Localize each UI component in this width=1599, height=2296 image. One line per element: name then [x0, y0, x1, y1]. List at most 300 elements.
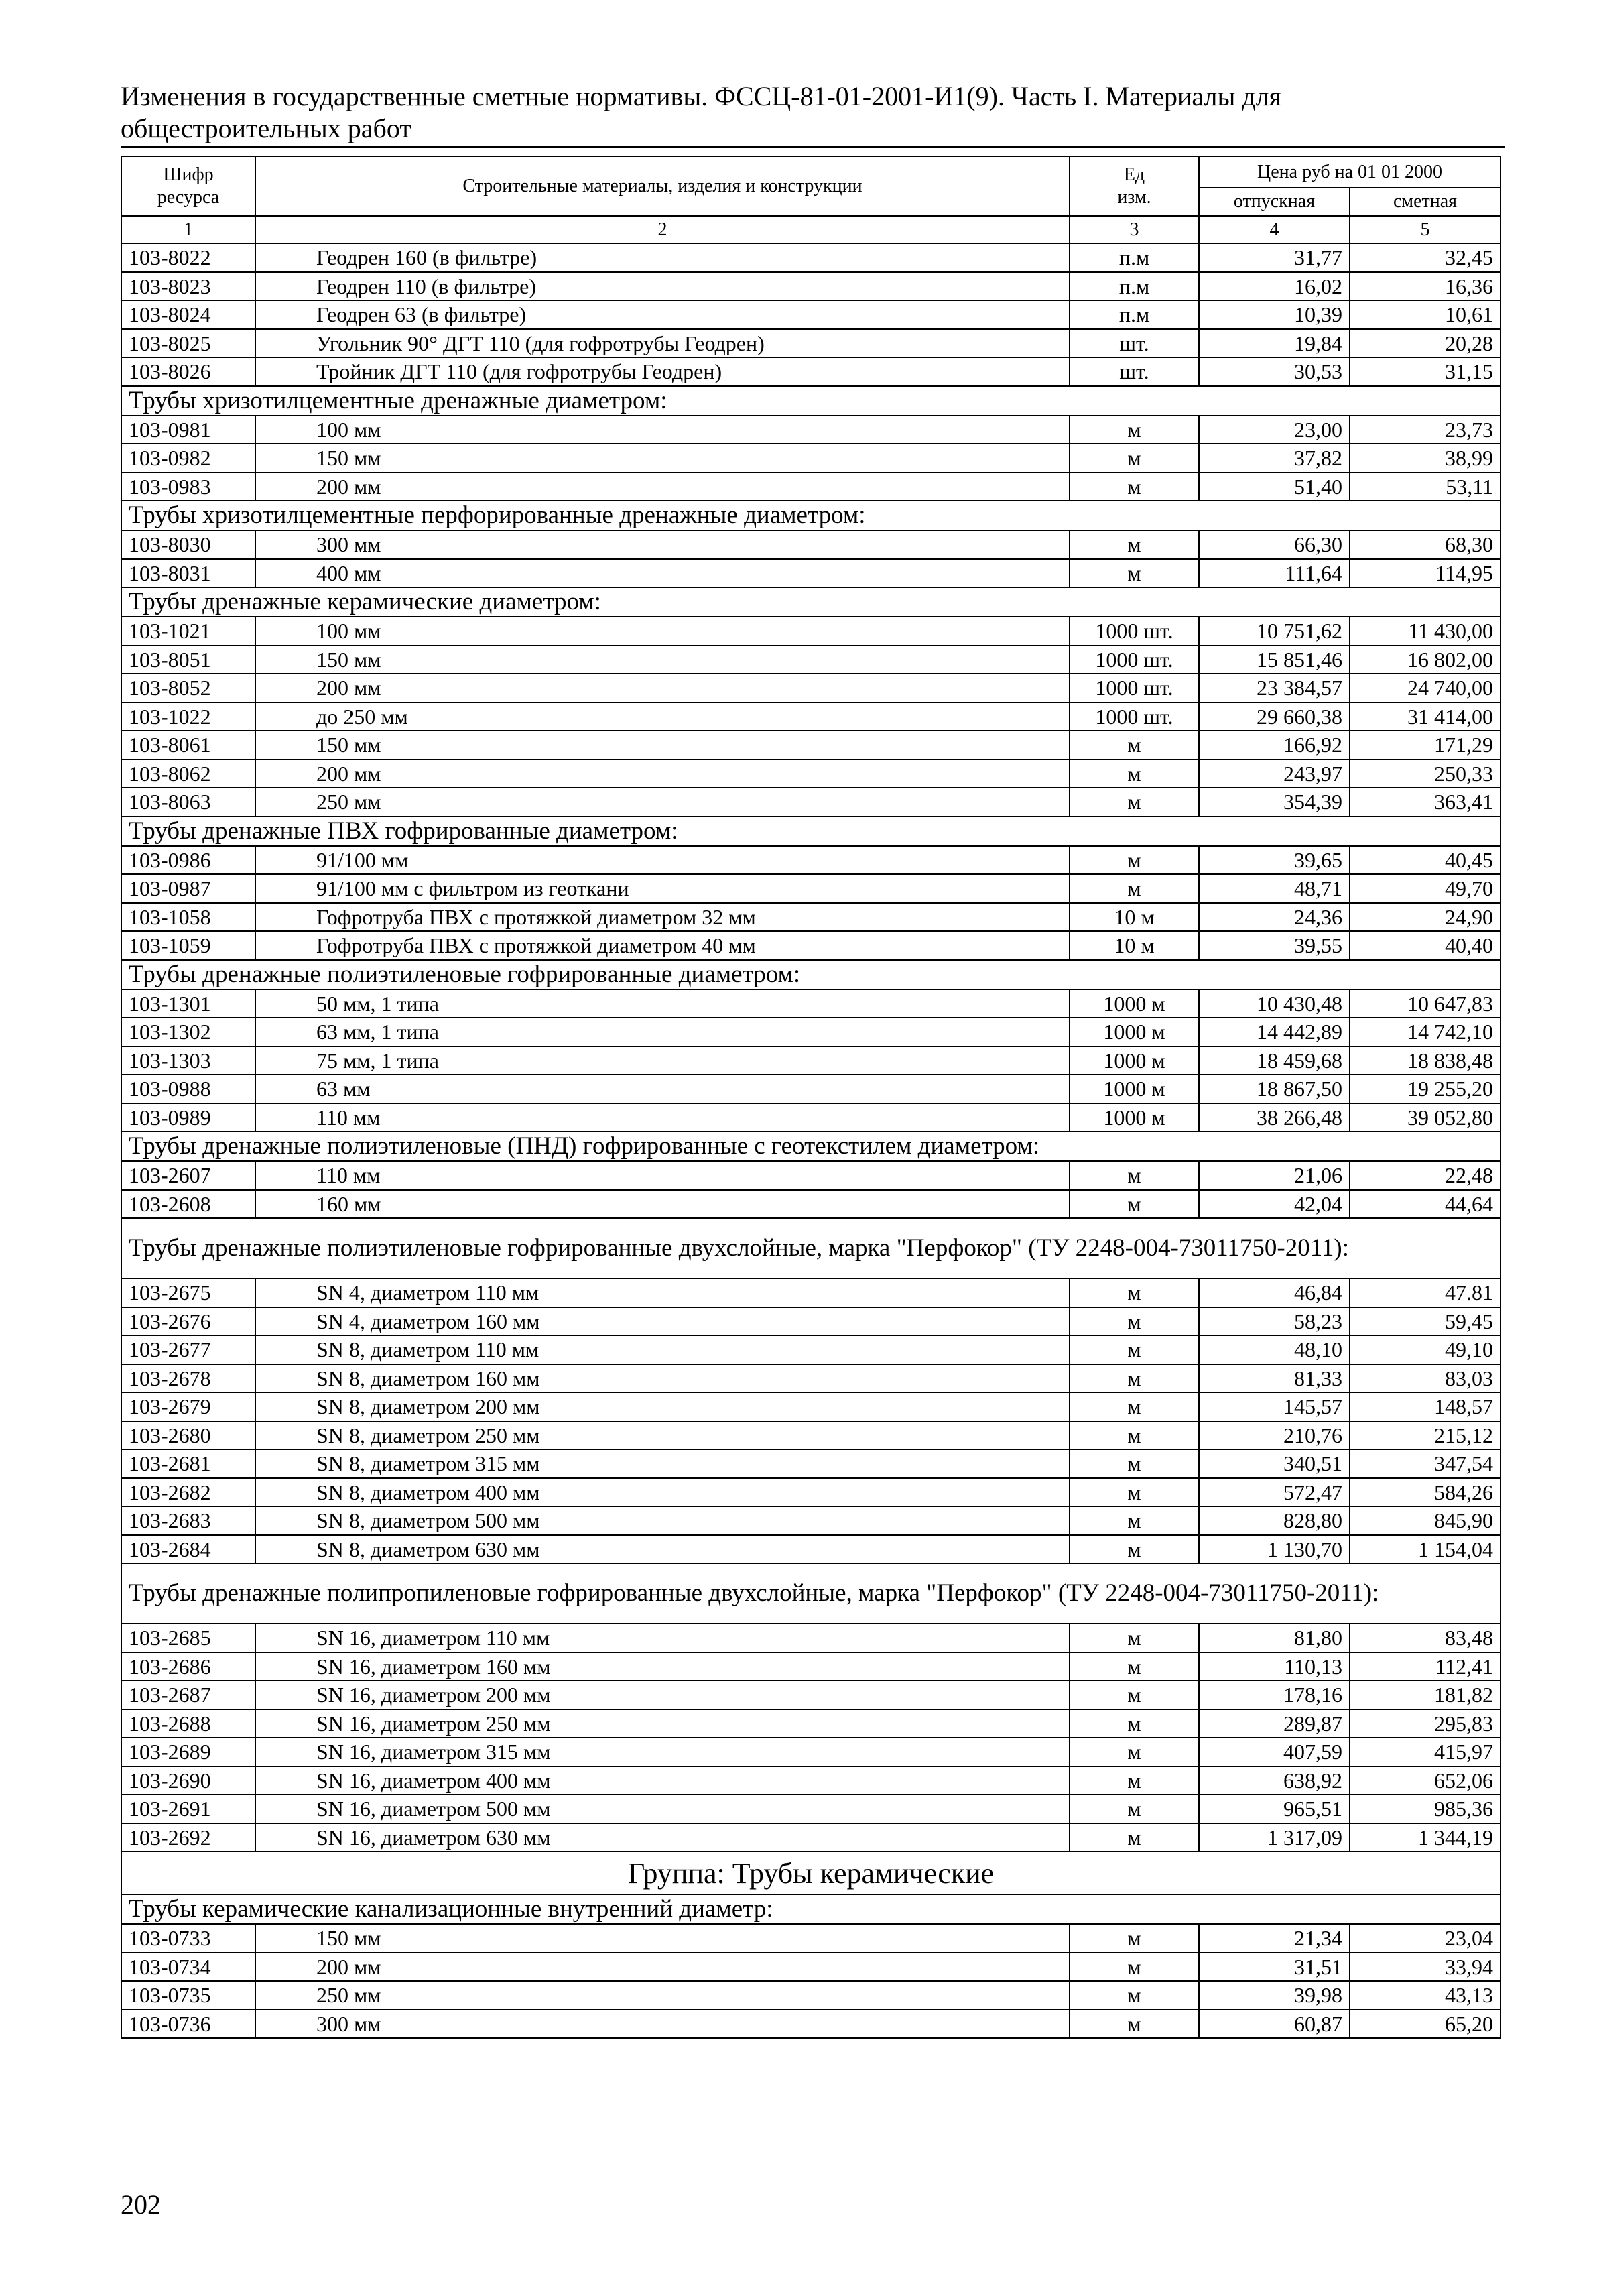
table-row	[121, 1535, 1500, 1564]
unit-of-measure: п.м	[1070, 300, 1199, 329]
material-name: 110 мм	[255, 1103, 1070, 1132]
release-price: 31,77	[1199, 243, 1350, 272]
resource-code: 103-1059	[121, 931, 255, 960]
material-name: 91/100 мм	[255, 846, 1070, 875]
col-number-3: 3	[1070, 216, 1199, 243]
table-row	[121, 530, 1500, 559]
resource-code: 103-2676	[121, 1307, 255, 1336]
estimate-price: 181,82	[1350, 1681, 1500, 1709]
subsection-title: Трубы хризотилцементные перфорированные дренажные диаметром:	[121, 501, 1500, 530]
release-price: 638,92	[1199, 1766, 1350, 1795]
resource-code: 103-8024	[121, 300, 255, 329]
table-row	[121, 1449, 1500, 1478]
table-row	[121, 931, 1500, 960]
unit-of-measure: м	[1070, 1709, 1199, 1738]
resource-code: 103-2689	[121, 1738, 255, 1766]
unit-of-measure: 1000 м	[1070, 989, 1199, 1018]
release-price: 1 130,70	[1199, 1535, 1350, 1564]
resource-code: 103-2680	[121, 1421, 255, 1450]
table-row	[121, 874, 1500, 903]
resource-code: 103-8061	[121, 731, 255, 760]
material-name: Гофротруба ПВХ с протяжкой диаметром 40 мм	[255, 931, 1070, 960]
subsection-row	[121, 386, 1500, 416]
release-price: 145,57	[1199, 1392, 1350, 1421]
table-row	[121, 903, 1500, 932]
table-row	[121, 674, 1500, 703]
release-price: 10,39	[1199, 300, 1350, 329]
release-price: 81,33	[1199, 1364, 1350, 1393]
estimate-price: 49,10	[1350, 1335, 1500, 1364]
estimate-price: 16 802,00	[1350, 646, 1500, 674]
material-name: SN 16, диаметром 315 мм	[255, 1738, 1070, 1766]
resource-code: 103-0981	[121, 416, 255, 444]
material-name: SN 8, диаметром 630 мм	[255, 1535, 1070, 1564]
release-price: 340,51	[1199, 1449, 1350, 1478]
table-row	[121, 1506, 1500, 1535]
estimate-price: 59,45	[1350, 1307, 1500, 1336]
header-line-1: Изменения в государственные сметные нормативы. ФССЦ-81-01-2001-И1(9). Часть I. Материалы для	[121, 81, 1282, 111]
unit-of-measure: м	[1070, 788, 1199, 817]
table-row	[121, 1075, 1500, 1103]
table-row	[121, 760, 1500, 788]
estimate-price: 347,54	[1350, 1449, 1500, 1478]
resource-code: 103-2607	[121, 1161, 255, 1190]
table-row	[121, 1795, 1500, 1823]
material-name: SN 8, диаметром 250 мм	[255, 1421, 1070, 1450]
col-header-unit: Ед изм.	[1070, 156, 1199, 216]
resource-code: 103-0986	[121, 846, 255, 875]
unit-of-measure: м	[1070, 1535, 1199, 1564]
table-row	[121, 1161, 1500, 1190]
subsection-title: Трубы керамические канализационные внутренний диаметр:	[121, 1894, 1500, 1924]
material-name: Тройник ДГТ 110 (для гофротрубы Геодрен)	[255, 357, 1070, 386]
resource-code: 103-2678	[121, 1364, 255, 1393]
estimate-price: 38,99	[1350, 444, 1500, 473]
material-name: SN 16, диаметром 250 мм	[255, 1709, 1070, 1738]
unit-of-measure: м	[1070, 1766, 1199, 1795]
estimate-price: 1 344,19	[1350, 1823, 1500, 1852]
estimate-price: 18 838,48	[1350, 1046, 1500, 1075]
table-row	[121, 1766, 1500, 1795]
document-header	[121, 80, 1501, 145]
estimate-price: 24 740,00	[1350, 674, 1500, 703]
table-row	[121, 1652, 1500, 1681]
unit-of-measure: м	[1070, 1335, 1199, 1364]
estimate-price: 40,45	[1350, 846, 1500, 875]
resource-code: 103-0982	[121, 444, 255, 473]
material-name: SN 16, диаметром 500 мм	[255, 1795, 1070, 1823]
unit-of-measure: м	[1070, 1478, 1199, 1507]
unit-of-measure: м	[1070, 1738, 1199, 1766]
resource-code: 103-0987	[121, 874, 255, 903]
col-header-code: Шифр ресурса	[121, 156, 255, 216]
table-row	[121, 2010, 1500, 2039]
release-price: 111,64	[1199, 559, 1350, 588]
release-price: 166,92	[1199, 731, 1350, 760]
subsection-row	[121, 1563, 1500, 1624]
estimate-price: 32,45	[1350, 243, 1500, 272]
unit-of-measure: м	[1070, 1624, 1199, 1652]
release-price: 46,84	[1199, 1278, 1350, 1307]
table-row	[121, 1953, 1500, 1982]
release-price: 18 459,68	[1199, 1046, 1350, 1075]
resource-code: 103-2691	[121, 1795, 255, 1823]
table-row	[121, 1103, 1500, 1132]
release-price: 39,65	[1199, 846, 1350, 875]
table-row	[121, 473, 1500, 501]
table-row	[121, 703, 1500, 731]
subsection-row	[121, 587, 1500, 617]
material-name: SN 8, диаметром 160 мм	[255, 1364, 1070, 1393]
unit-of-measure: м	[1070, 1795, 1199, 1823]
resource-code: 103-8052	[121, 674, 255, 703]
table-row	[121, 1392, 1500, 1421]
material-name: Гофротруба ПВХ с протяжкой диаметром 32 мм	[255, 903, 1070, 932]
estimate-price: 83,03	[1350, 1364, 1500, 1393]
unit-of-measure: м	[1070, 846, 1199, 875]
table-row	[121, 1478, 1500, 1507]
resource-code: 103-8062	[121, 760, 255, 788]
estimate-price: 148,57	[1350, 1392, 1500, 1421]
estimate-price: 68,30	[1350, 530, 1500, 559]
col-number-4: 4	[1199, 216, 1350, 243]
table-row	[121, 646, 1500, 674]
col-header-price-estimate: сметная	[1350, 188, 1500, 216]
estimate-price: 19 255,20	[1350, 1075, 1500, 1103]
col-number-5: 5	[1350, 216, 1500, 243]
material-name: 150 мм	[255, 646, 1070, 674]
estimate-price: 23,73	[1350, 416, 1500, 444]
unit-of-measure: 10 м	[1070, 903, 1199, 932]
resource-code: 103-0983	[121, 473, 255, 501]
resource-code: 103-8022	[121, 243, 255, 272]
material-name: 400 мм	[255, 559, 1070, 588]
subsection-title: Трубы дренажные полипропиленовые гофрированные двухслойные, марка "Перфокор" (ТУ 2248-004-73011750-2011):	[121, 1563, 1500, 1624]
resource-code: 103-1058	[121, 903, 255, 932]
material-name: SN 16, диаметром 400 мм	[255, 1766, 1070, 1795]
estimate-price: 44,64	[1350, 1190, 1500, 1219]
material-name: 63 мм	[255, 1075, 1070, 1103]
material-name: 250 мм	[255, 788, 1070, 817]
col-header-price: Цена руб на 01 01 2000	[1199, 156, 1500, 188]
release-price: 21,06	[1199, 1161, 1350, 1190]
release-price: 10 751,62	[1199, 617, 1350, 646]
resource-code: 103-0733	[121, 1924, 255, 1953]
release-price: 14 442,89	[1199, 1018, 1350, 1046]
release-price: 18 867,50	[1199, 1075, 1350, 1103]
estimate-price: 112,41	[1350, 1652, 1500, 1681]
release-price: 16,02	[1199, 272, 1350, 301]
subsection-row	[121, 1894, 1500, 1924]
resource-code: 103-1021	[121, 617, 255, 646]
estimate-price: 31 414,00	[1350, 703, 1500, 731]
resource-code: 103-2687	[121, 1681, 255, 1709]
estimate-price: 10,61	[1350, 300, 1500, 329]
unit-of-measure: 1000 шт.	[1070, 646, 1199, 674]
material-name: 91/100 мм с фильтром из геоткани	[255, 874, 1070, 903]
release-price: 289,87	[1199, 1709, 1350, 1738]
release-price: 29 660,38	[1199, 703, 1350, 731]
subsection-title: Трубы хризотилцементные дренажные диаметром:	[121, 386, 1500, 416]
table-row	[121, 1924, 1500, 1953]
subsection-title: Трубы дренажные керамические диаметром:	[121, 587, 1500, 617]
unit-of-measure: 1000 м	[1070, 1018, 1199, 1046]
table-row	[121, 788, 1500, 817]
unit-of-measure: м	[1070, 1190, 1199, 1219]
release-price: 354,39	[1199, 788, 1350, 817]
table-row	[121, 329, 1500, 358]
release-price: 21,34	[1199, 1924, 1350, 1953]
estimate-price: 24,90	[1350, 903, 1500, 932]
table-row	[121, 731, 1500, 760]
unit-of-measure: м	[1070, 1278, 1199, 1307]
estimate-price: 171,29	[1350, 731, 1500, 760]
unit-of-measure: 1000 шт.	[1070, 703, 1199, 731]
table-row	[121, 1307, 1500, 1336]
estimate-price: 31,15	[1350, 357, 1500, 386]
table-row	[121, 1421, 1500, 1450]
estimate-price: 584,26	[1350, 1478, 1500, 1507]
subsection-title: Трубы дренажные полиэтиленовые гофрированные диаметром:	[121, 960, 1500, 989]
release-price: 39,98	[1199, 1981, 1350, 2010]
estimate-price: 20,28	[1350, 329, 1500, 358]
header-rule	[121, 146, 1505, 148]
material-name: Геодрен 110 (в фильтре)	[255, 272, 1070, 301]
table-row	[121, 1624, 1500, 1652]
unit-of-measure: м	[1070, 1681, 1199, 1709]
resource-code: 103-1303	[121, 1046, 255, 1075]
unit-of-measure: м	[1070, 1652, 1199, 1681]
table-row	[121, 1335, 1500, 1364]
unit-of-measure: м	[1070, 416, 1199, 444]
release-price: 37,82	[1199, 444, 1350, 473]
estimate-price: 363,41	[1350, 788, 1500, 817]
material-name: Геодрен 63 (в фильтре)	[255, 300, 1070, 329]
unit-of-measure: м	[1070, 731, 1199, 760]
estimate-price: 1 154,04	[1350, 1535, 1500, 1564]
material-name: SN 4, диаметром 160 мм	[255, 1307, 1070, 1336]
resource-code: 103-2682	[121, 1478, 255, 1507]
table-row	[121, 416, 1500, 444]
table-row	[121, 1709, 1500, 1738]
resource-code: 103-2685	[121, 1624, 255, 1652]
resource-code: 103-8026	[121, 357, 255, 386]
material-name: SN 16, диаметром 160 мм	[255, 1652, 1070, 1681]
unit-of-measure: м	[1070, 444, 1199, 473]
release-price: 48,10	[1199, 1335, 1350, 1364]
release-price: 24,36	[1199, 903, 1350, 932]
table-row	[121, 444, 1500, 473]
table-row	[121, 1823, 1500, 1852]
estimate-price: 23,04	[1350, 1924, 1500, 1953]
estimate-price: 83,48	[1350, 1624, 1500, 1652]
resource-code: 103-2692	[121, 1823, 255, 1852]
material-name: 150 мм	[255, 731, 1070, 760]
resource-code: 103-0736	[121, 2010, 255, 2039]
unit-of-measure: 1000 м	[1070, 1103, 1199, 1132]
group-row	[121, 1852, 1500, 1894]
estimate-price: 11 430,00	[1350, 617, 1500, 646]
page-number: 202	[121, 2189, 161, 2220]
release-price: 1 317,09	[1199, 1823, 1350, 1852]
subsection-row	[121, 1218, 1500, 1278]
table-row	[121, 243, 1500, 272]
material-name: SN 16, диаметром 110 мм	[255, 1624, 1070, 1652]
unit-of-measure: м	[1070, 1823, 1199, 1852]
unit-of-measure: м	[1070, 1421, 1199, 1450]
estimate-price: 40,40	[1350, 931, 1500, 960]
resource-code: 103-1301	[121, 989, 255, 1018]
material-name: 300 мм	[255, 2010, 1070, 2039]
release-price: 110,13	[1199, 1652, 1350, 1681]
unit-of-measure: 1000 шт.	[1070, 617, 1199, 646]
unit-of-measure: м	[1070, 1924, 1199, 1953]
material-name: 63 мм, 1 типа	[255, 1018, 1070, 1046]
estimate-price: 10 647,83	[1350, 989, 1500, 1018]
unit-of-measure: м	[1070, 473, 1199, 501]
estimate-price: 845,90	[1350, 1506, 1500, 1535]
unit-of-measure: 1000 м	[1070, 1075, 1199, 1103]
release-price: 965,51	[1199, 1795, 1350, 1823]
material-name: SN 8, диаметром 200 мм	[255, 1392, 1070, 1421]
resource-code: 103-2688	[121, 1709, 255, 1738]
release-price: 23 384,57	[1199, 674, 1350, 703]
release-price: 210,76	[1199, 1421, 1350, 1450]
col-number-1: 1	[121, 216, 255, 243]
material-name: 110 мм	[255, 1161, 1070, 1190]
material-name: 200 мм	[255, 1953, 1070, 1982]
resource-code: 103-8023	[121, 272, 255, 301]
unit-of-measure: п.м	[1070, 243, 1199, 272]
estimate-price: 295,83	[1350, 1709, 1500, 1738]
estimate-price: 39 052,80	[1350, 1103, 1500, 1132]
table-row	[121, 1190, 1500, 1219]
estimate-price: 49,70	[1350, 874, 1500, 903]
table-row	[121, 989, 1500, 1018]
material-name: 150 мм	[255, 1924, 1070, 1953]
resource-code: 103-8025	[121, 329, 255, 358]
table-body	[121, 243, 1500, 2038]
release-price: 19,84	[1199, 329, 1350, 358]
table-row	[121, 1046, 1500, 1075]
material-name: SN 8, диаметром 315 мм	[255, 1449, 1070, 1478]
resource-code: 103-8030	[121, 530, 255, 559]
release-price: 42,04	[1199, 1190, 1350, 1219]
resource-code: 103-2679	[121, 1392, 255, 1421]
material-name: 75 мм, 1 типа	[255, 1046, 1070, 1075]
unit-of-measure: м	[1070, 874, 1199, 903]
col-header-name: Строительные материалы, изделия и конструкции	[255, 156, 1070, 216]
material-name: 300 мм	[255, 530, 1070, 559]
material-name: 150 мм	[255, 444, 1070, 473]
table-row	[121, 357, 1500, 386]
unit-of-measure: м	[1070, 1449, 1199, 1478]
material-name: до 250 мм	[255, 703, 1070, 731]
material-name: 200 мм	[255, 760, 1070, 788]
resource-code: 103-2681	[121, 1449, 255, 1478]
estimate-price: 33,94	[1350, 1953, 1500, 1982]
unit-of-measure: м	[1070, 1953, 1199, 1982]
unit-of-measure: м	[1070, 1307, 1199, 1336]
col-number-2: 2	[255, 216, 1070, 243]
release-price: 58,23	[1199, 1307, 1350, 1336]
unit-of-measure: 10 м	[1070, 931, 1199, 960]
unit-of-measure: шт.	[1070, 357, 1199, 386]
material-name: 50 мм, 1 типа	[255, 989, 1070, 1018]
table-row	[121, 1681, 1500, 1709]
resource-code: 103-2677	[121, 1335, 255, 1364]
group-title: Группа: Трубы керамические	[121, 1852, 1500, 1894]
subsection-row	[121, 817, 1500, 846]
table-row	[121, 1981, 1500, 2010]
table-row	[121, 846, 1500, 875]
estimate-price: 250,33	[1350, 760, 1500, 788]
resource-code: 103-2608	[121, 1190, 255, 1219]
resource-code: 103-8051	[121, 646, 255, 674]
material-name: 160 мм	[255, 1190, 1070, 1219]
estimate-price: 985,36	[1350, 1795, 1500, 1823]
table-row	[121, 300, 1500, 329]
table-row	[121, 1018, 1500, 1046]
resource-code: 103-0988	[121, 1075, 255, 1103]
release-price: 243,97	[1199, 760, 1350, 788]
unit-of-measure: м	[1070, 559, 1199, 588]
material-name: SN 8, диаметром 500 мм	[255, 1506, 1070, 1535]
estimate-price: 14 742,10	[1350, 1018, 1500, 1046]
estimate-price: 47.81	[1350, 1278, 1500, 1307]
release-price: 39,55	[1199, 931, 1350, 960]
release-price: 30,53	[1199, 357, 1350, 386]
unit-of-measure: п.м	[1070, 272, 1199, 301]
resource-code: 103-2683	[121, 1506, 255, 1535]
subsection-title: Трубы дренажные ПВХ гофрированные диаметром:	[121, 817, 1500, 846]
resource-code: 103-0735	[121, 1981, 255, 2010]
release-price: 828,80	[1199, 1506, 1350, 1535]
resource-code: 103-0734	[121, 1953, 255, 1982]
unit-of-measure: м	[1070, 1161, 1199, 1190]
estimate-price: 415,97	[1350, 1738, 1500, 1766]
release-price: 10 430,48	[1199, 989, 1350, 1018]
subsection-row	[121, 501, 1500, 530]
subsection-row	[121, 1132, 1500, 1161]
unit-of-measure: м	[1070, 1506, 1199, 1535]
material-name: SN 8, диаметром 400 мм	[255, 1478, 1070, 1507]
estimate-price: 215,12	[1350, 1421, 1500, 1450]
resource-code: 103-2690	[121, 1766, 255, 1795]
resource-code: 103-1022	[121, 703, 255, 731]
resource-code: 103-2684	[121, 1535, 255, 1564]
release-price: 81,80	[1199, 1624, 1350, 1652]
resource-code: 103-2686	[121, 1652, 255, 1681]
unit-of-measure: м	[1070, 1392, 1199, 1421]
material-name: 100 мм	[255, 416, 1070, 444]
release-price: 38 266,48	[1199, 1103, 1350, 1132]
material-name: 250 мм	[255, 1981, 1070, 2010]
subsection-title: Трубы дренажные полиэтиленовые (ПНД) гофрированные с геотекстилем диаметром:	[121, 1132, 1500, 1161]
estimate-price: 16,36	[1350, 272, 1500, 301]
release-price: 51,40	[1199, 473, 1350, 501]
material-name: Угольник 90° ДГТ 110 (для гофротрубы Геодрен)	[255, 329, 1070, 358]
estimate-price: 652,06	[1350, 1766, 1500, 1795]
resource-code: 103-1302	[121, 1018, 255, 1046]
release-price: 31,51	[1199, 1953, 1350, 1982]
subsection-title: Трубы дренажные полиэтиленовые гофрированные двухслойные, марка "Перфокор" (ТУ 2248-004-73011750-2011):	[121, 1218, 1500, 1278]
unit-of-measure: 1000 м	[1070, 1046, 1199, 1075]
table-row	[121, 559, 1500, 588]
release-price: 23,00	[1199, 416, 1350, 444]
resource-code: 103-2675	[121, 1278, 255, 1307]
col-header-price-release: отпускная	[1199, 188, 1350, 216]
